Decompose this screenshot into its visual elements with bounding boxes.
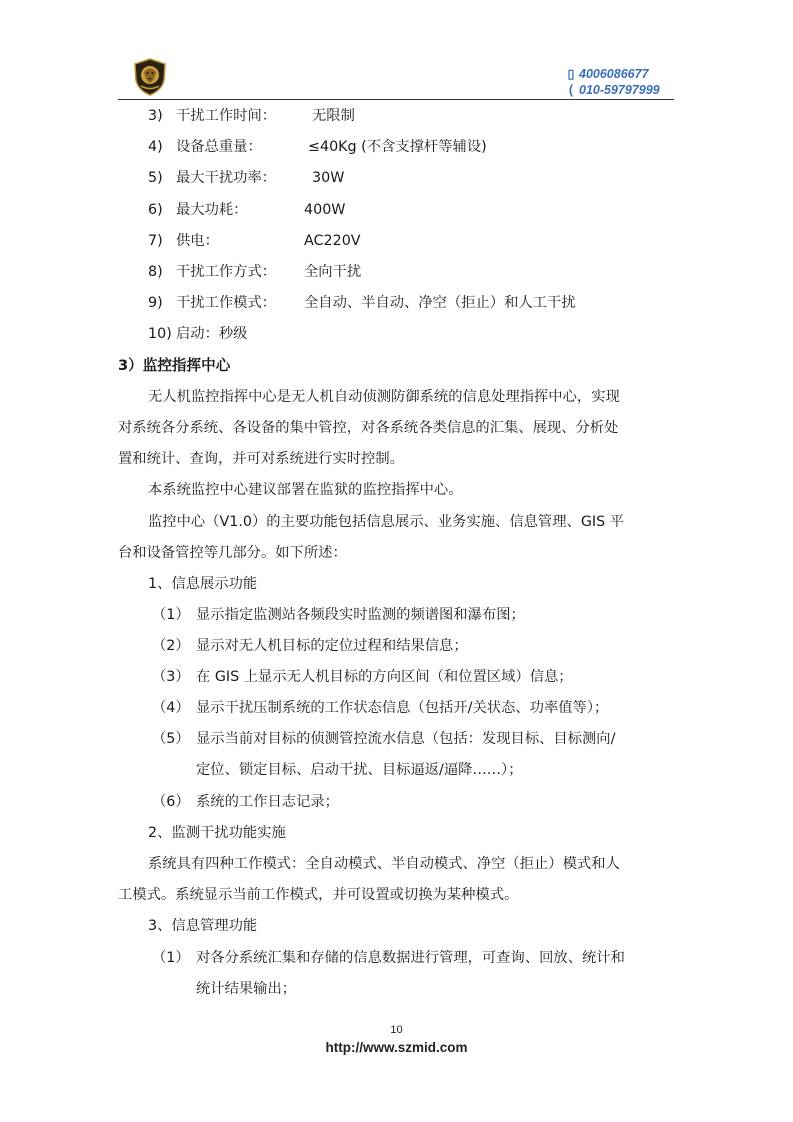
spec-label: 设备总重量：: [176, 139, 262, 155]
contact-phones: [566, 66, 676, 98]
subsection-heading: 3、信息管理功能: [148, 918, 258, 934]
list-marker: （6）: [152, 794, 190, 810]
functions-paragraph-line: 监控中心（V1.0）的主要功能包括信息展示、业务实施、信息管理、GIS 平: [148, 514, 625, 530]
page-header: [0, 0, 793, 102]
spec-number: 8): [148, 264, 163, 280]
spec-number: 5): [148, 170, 163, 186]
jamming-paragraph-line: 工模式。系统显示当前工作模式，并可设置或切换为某种模式。: [118, 887, 519, 903]
list-marker: （2）: [152, 638, 190, 654]
intro-paragraph-line: 对系统各分系统、各设备的集中管控，对各系统各类信息的汇集、展现、分析处: [118, 420, 619, 436]
list-text: 在 GIS 上显示无人机目标的方向区间（和位置区域）信息；: [196, 669, 573, 685]
spec-label: 干扰工作时间：: [176, 108, 277, 124]
list-marker: （5）: [152, 731, 190, 747]
spec-number: 10): [148, 326, 172, 342]
intro-paragraph-line: 无人机监控指挥中心是无人机自动侦测防御系统的信息处理指挥中心，实现: [148, 389, 620, 405]
list-text: 系统的工作日志记录；: [196, 794, 339, 810]
list-marker: （1）: [152, 950, 190, 966]
list-text: 定位、锁定目标、启动干扰、目标逼返/逼降……）；: [196, 762, 523, 778]
list-text: 显示指定监测站各频段实时监测的频谱图和瀑布图；: [196, 607, 525, 623]
spec-value: AC220V: [304, 233, 361, 249]
spec-value: ≤40Kg (不含支撑杆等辅设): [308, 139, 487, 155]
hotline-number: 4006086677: [579, 67, 649, 81]
spec-label: 启动：秒级: [176, 326, 248, 342]
list-marker: （1）: [152, 607, 190, 623]
footer-url-link[interactable]: http://www.szmid.com: [325, 1040, 468, 1055]
intro-paragraph-line: 置和统计、查询，并可对系统进行实时控制。: [118, 451, 404, 467]
list-marker: （3）: [152, 669, 190, 685]
hotline-row: [566, 66, 676, 82]
spec-label: 干扰工作方式：: [176, 264, 277, 280]
lion-shield-logo-icon: [133, 58, 167, 96]
page-number: 10: [390, 1024, 403, 1036]
spec-value: 全自动、半自动、净空（拒止）和人工干扰: [304, 295, 576, 311]
spec-value: 全向干扰: [304, 264, 362, 280]
list-text: 显示干扰压制系统的工作状态信息（包括开/关状态、功率值等）；: [196, 700, 609, 716]
spec-number: 4): [148, 139, 163, 155]
list-marker: （4）: [152, 700, 190, 716]
spec-label: 最大功耗：: [176, 202, 248, 218]
list-text: 统计结果输出；: [196, 981, 297, 997]
jamming-paragraph-line: 系统具有四种工作模式：全自动模式、半自动模式、净空（拒止）模式和人: [148, 856, 620, 872]
spec-number: 9): [148, 295, 163, 311]
landline-number: 010-59797999: [579, 83, 660, 97]
functions-paragraph-line: 台和设备管控等几部分。如下所述：: [118, 545, 347, 561]
header-divider: [118, 99, 674, 100]
telephone-icon: (: [568, 83, 574, 97]
section-title: 3）监控指挥中心: [118, 357, 231, 374]
list-text: 对各分系统汇集和存储的信息数据进行管理，可查询、回放、统计和: [196, 950, 625, 966]
spec-value: 30W: [312, 170, 345, 186]
spec-label: 干扰工作模式：: [176, 295, 277, 311]
spec-number: 3): [148, 108, 163, 124]
mobile-phone-icon: ▯: [567, 67, 575, 81]
spec-label: 最大干扰功率：: [176, 170, 277, 186]
spec-label: 供电：: [176, 233, 219, 249]
list-text: 显示对无人机目标的定位过程和结果信息；: [196, 638, 468, 654]
deployment-paragraph: 本系统监控中心建议部署在监狱的监控指挥中心。: [148, 482, 463, 498]
subsection-heading: 1、信息展示功能: [148, 576, 258, 592]
landline-row: [566, 82, 676, 98]
spec-number: 6): [148, 202, 163, 218]
subsection-heading: 2、监测干扰功能实施: [148, 825, 286, 841]
spec-number: 7): [148, 233, 163, 249]
spec-value: 无限制: [312, 108, 355, 124]
spec-value: 400W: [304, 202, 346, 218]
list-text: 显示当前对目标的侦测管控流水信息（包括：发现目标、目标测向/: [196, 731, 616, 747]
